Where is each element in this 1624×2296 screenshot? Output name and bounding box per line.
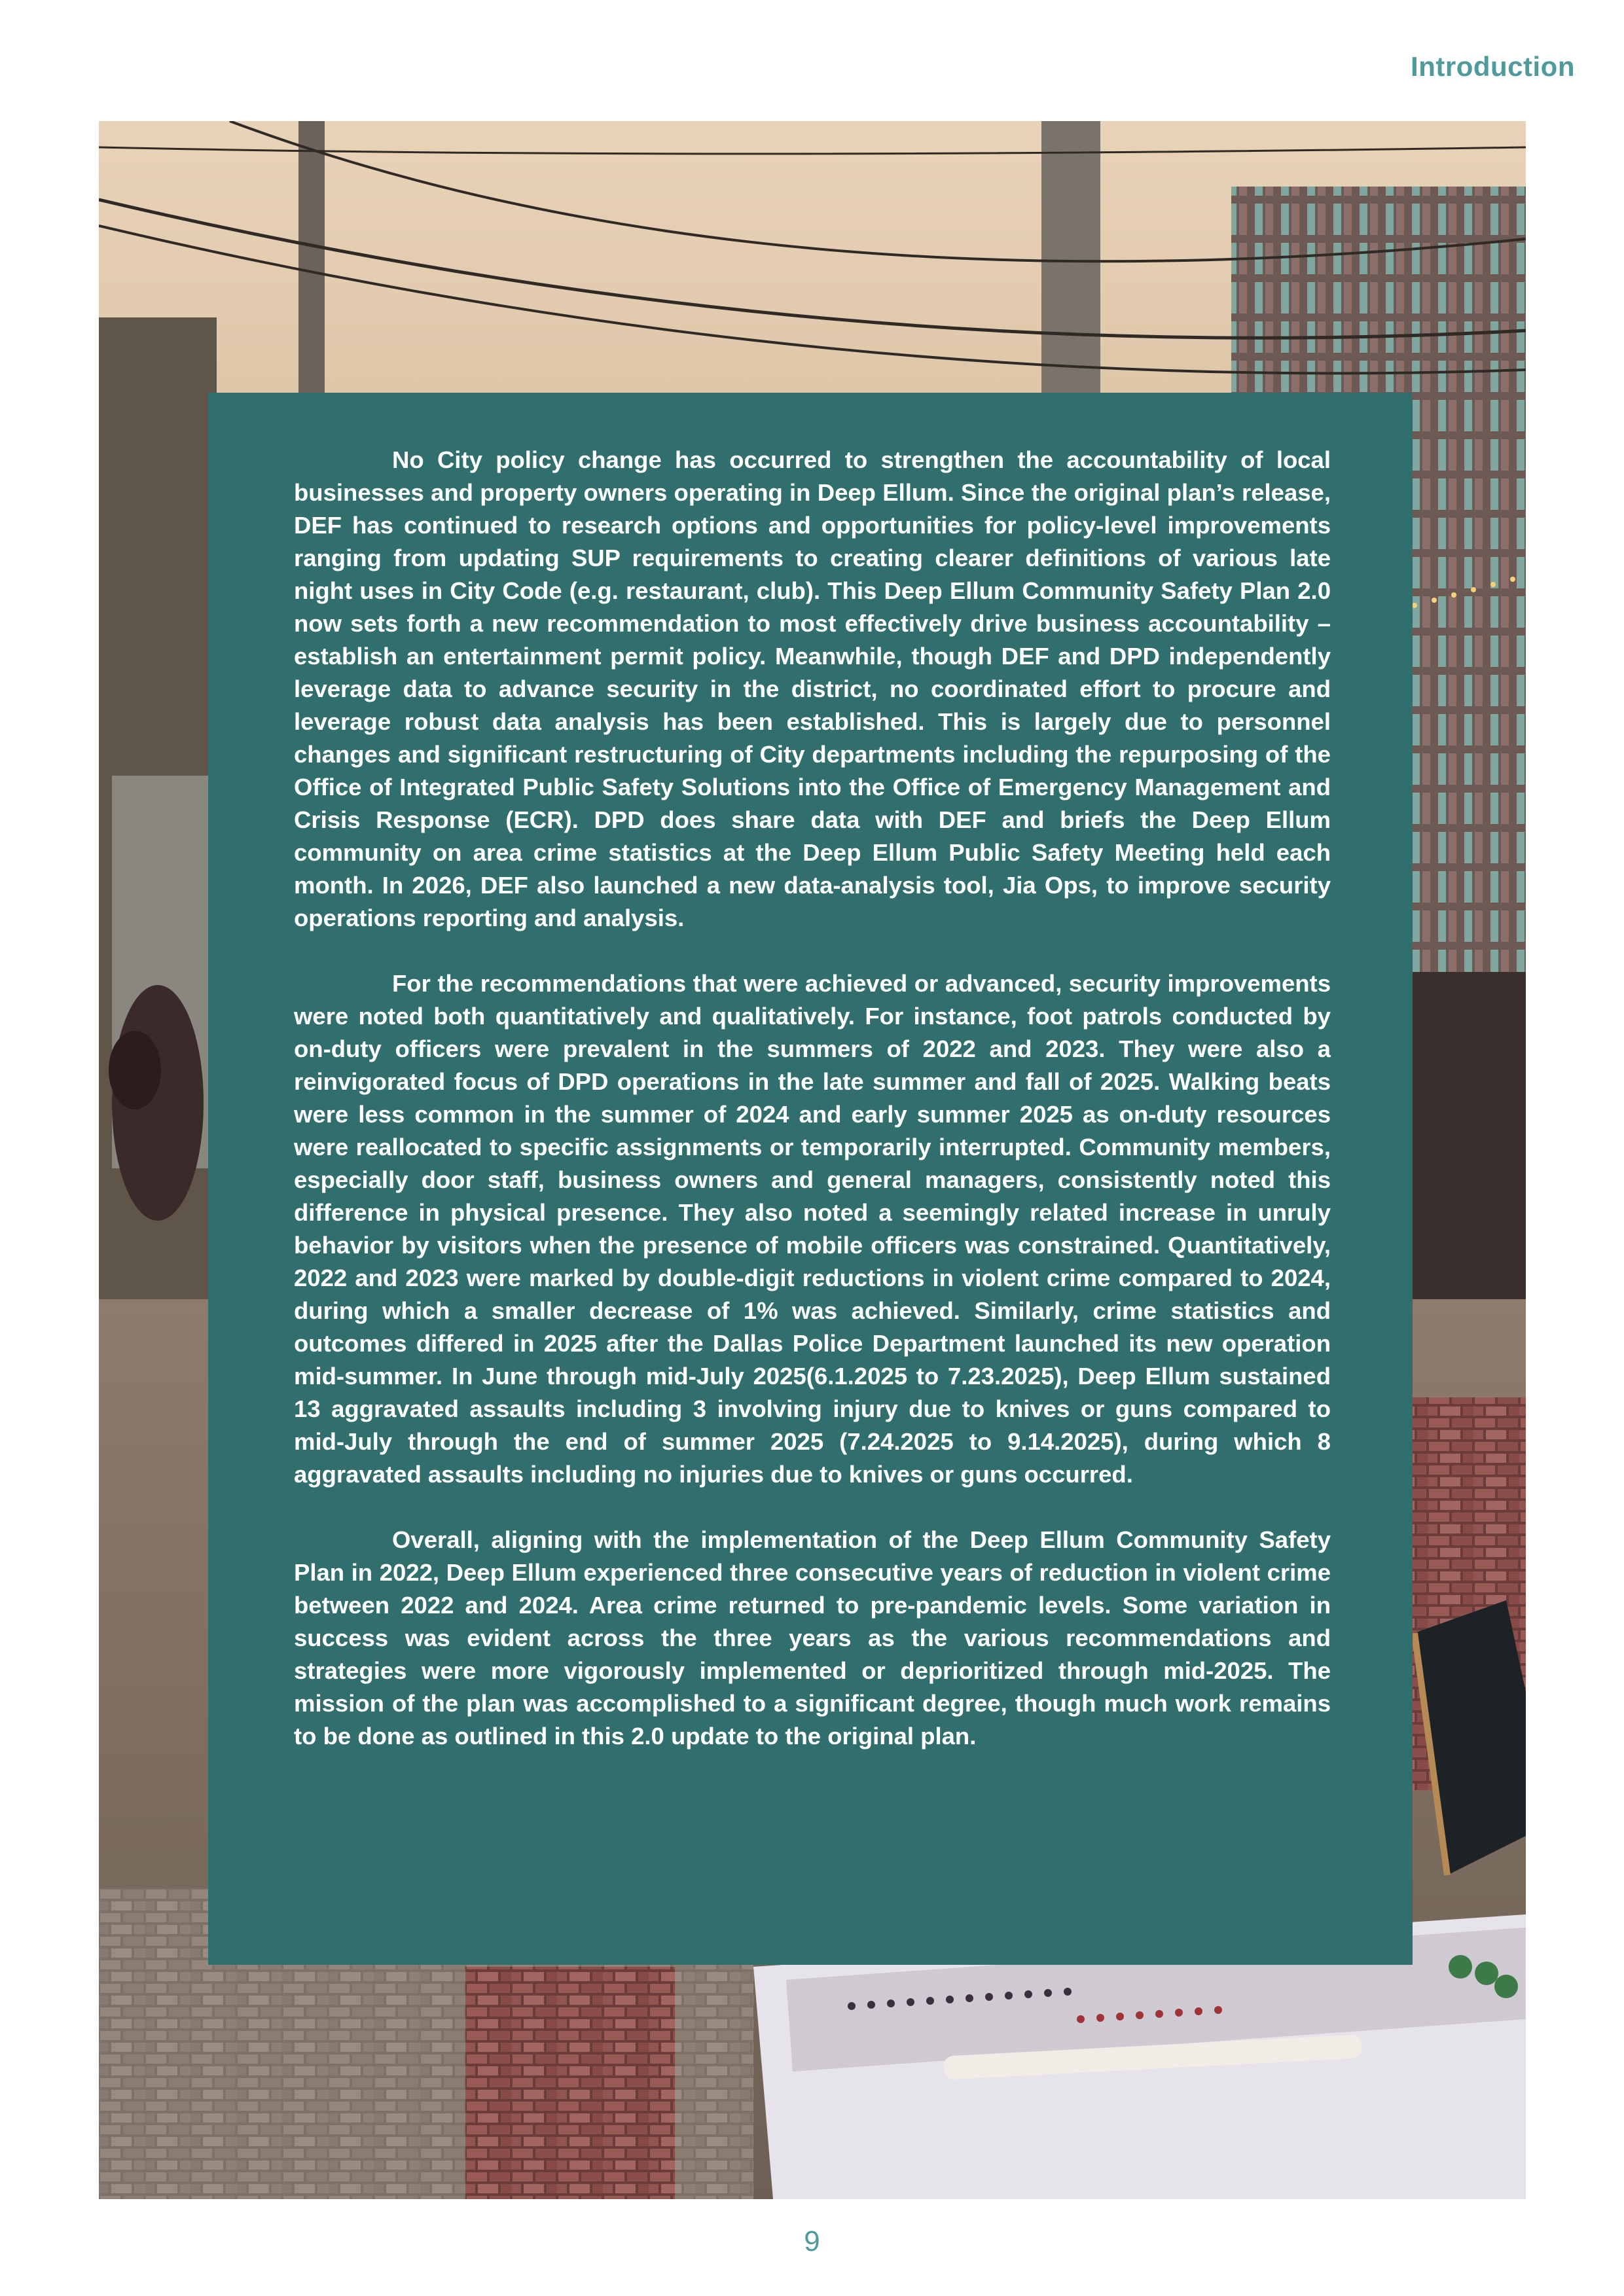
body-paragraph: No City policy change has occurred to strengthen the accountability of local businesses and property owners operating in Deep Ellum. Since the original plan’s release, DEF has continued to research options and opportunities for policy-level improvements ranging from updating SUP requirements to creating clearer definitions of various late night uses in City Code (e.g. restaurant, club). This Deep Ellum Community Safety Plan 2.0 now sets forth a new recommendation to most effectively drive business accountability – establish an entertainment permit policy. Meanwhile, though DEF and DPD independently leverage data to advance security in the district, no coordinated effort to procure and leverage robust data analysis has been established. This is largely due to personnel changes and significant restructuring of City departments including the repurposing of the Office of Integrated Public Safety Solutions into the Office of Emergency Management and Crisis Response (ECR). DPD does share data with DEF and briefs the Deep Ellum community on area crime statistics at the Deep Ellum Public Safety Meeting held each month. In 2026, DEF also launched a new data-analysis tool, Jia Ops, to improve security operations reporting and analysis. bbox=[294, 446, 1331, 931]
body-paragraph: Overall, aligning with the implementation of the Deep Ellum Community Safety Plan in 2022, Deep Ellum experienced three consecutive years of reduction in violent crime between 2022 and 2024. Area crime returned to pre-pandemic levels. Some variation in success was evident across the three years as the various recommendations and strategies were more vigorously implemented or deprioritized through mid-2025. The mission of the plan was accomplished to a significant degree, though much work remains to be done as outlined in this 2.0 update to the original plan. bbox=[294, 1526, 1331, 1749]
body-paragraph: For the recommendations that were achieved or advanced, security improvements were noted both quantitatively and qualitatively. For instance, foot patrols conducted by on-duty officers were prevalent in the summers of 2022 and 2023. They were also a reinvigorated focus of DPD operations in the late summer and fall of 2025. Walking beats were less common in the summer of 2024 and early summer 2025 as on-duty resources were reallocated to specific assignments or temporarily interrupted. Community members, especially door staff, business owners and general managers, consistently noted this difference in physical presence. They also noted a seemingly related increase in unruly behavior by visitors when the presence of mobile officers was constrained. Quantitatively, 2022 and 2023 were marked by double-digit reductions in violent crime compared to 2024, during which a smaller decrease of 1% was achieved. Similarly, crime statistics and outcomes differed in 2025 after the Dallas Police Department launched its new operation mid-summer. In June through mid-July 2025(6.1.2025 to 7.23.2025), Deep Ellum sustained 13 aggravated assaults including 3 involving injury due to knives or guns compared to mid-July through the end of summer 2025 (7.24.2025 to 9.14.2025), during which 8 aggravated assaults including no injuries due to knives or guns occurred. bbox=[294, 970, 1331, 1488]
section-label: Introduction bbox=[1411, 51, 1575, 82]
page-number: 9 bbox=[804, 2225, 820, 2257]
text-panel bbox=[208, 393, 1413, 1965]
